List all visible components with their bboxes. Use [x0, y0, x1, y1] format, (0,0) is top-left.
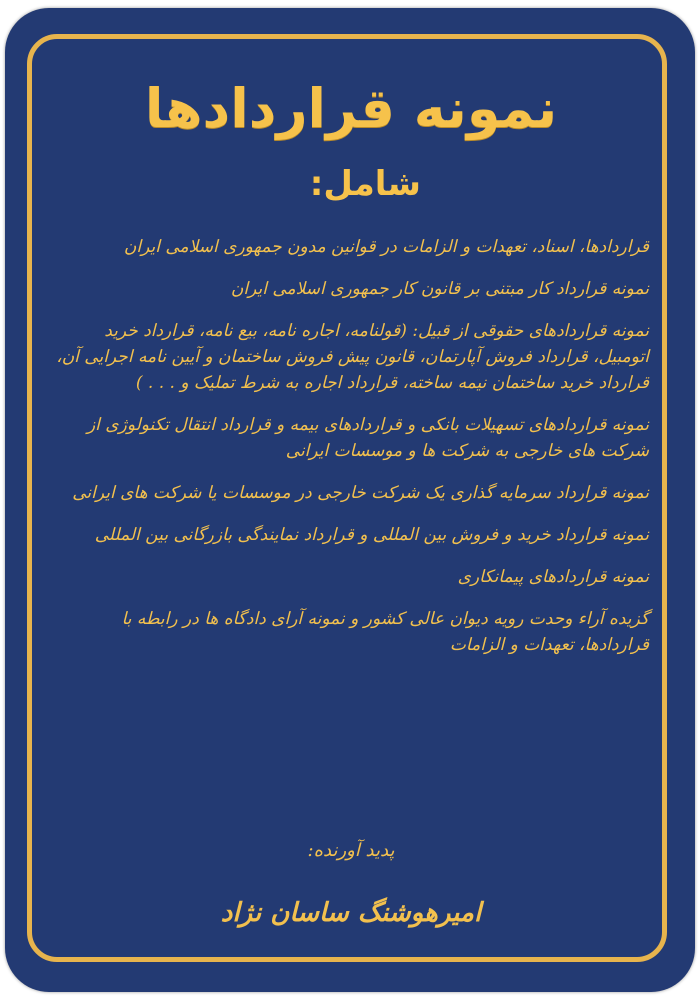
- list-item: نمونه قراردادهای پیمانکاری: [457, 567, 649, 587]
- list-item: نمونه قرارداد خرید و فروش بین المللی و قرارداد نمایندگی بازرگانی بین المللی: [94, 525, 649, 545]
- author-name: امیرهوشنگ ساسان نژاد: [220, 898, 482, 928]
- poster-subtitle: شامل:: [309, 164, 421, 204]
- contents-list: [49, 234, 649, 674]
- poster-title: نمونه قراردادها: [144, 77, 558, 140]
- list-item: گزیده آراء وحدت رویه دیوان عالی کشور و نمونه آرای دادگاه ها در رابطه با قراردادها، تعهدات و الزامات: [121, 609, 649, 655]
- list-item: نمونه قراردادهای تسهیلات بانکی و قراردادهای بیمه و قرارداد انتقال تکنولوژی از شرکت های خارجی به شرکت ها و موسسات ایرانی: [86, 415, 649, 461]
- list-item: نمونه قرارداد سرمایه گذاری یک شرکت خارجی در موسسات یا شرکت های ایرانی: [72, 483, 649, 503]
- poster-card: [5, 8, 695, 992]
- list-item: قراردادها، اسناد، تعهدات و الزامات در قوانین مدون جمهوری اسلامی ایران: [123, 237, 649, 257]
- list-item: نمونه قراردادهای حقوقی از قبیل: (قولنامه، اجاره نامه، بیع نامه، قرارداد خرید اتومبیل، قرارداد فروش آپارتمان، قانون پیش فروش ساختمان و آیین نامه اجرایی آن، قرارداد خرید ساختمان نیمه ساخته، قرارداد اجاره به شرط تملیک و . . . ): [56, 321, 649, 393]
- credit-label: پدید آورنده:: [307, 840, 395, 861]
- poster-content: [41, 44, 661, 964]
- list-item: نمونه قرارداد کار مبتنی بر قانون کار جمهوری اسلامی ایران: [230, 279, 649, 299]
